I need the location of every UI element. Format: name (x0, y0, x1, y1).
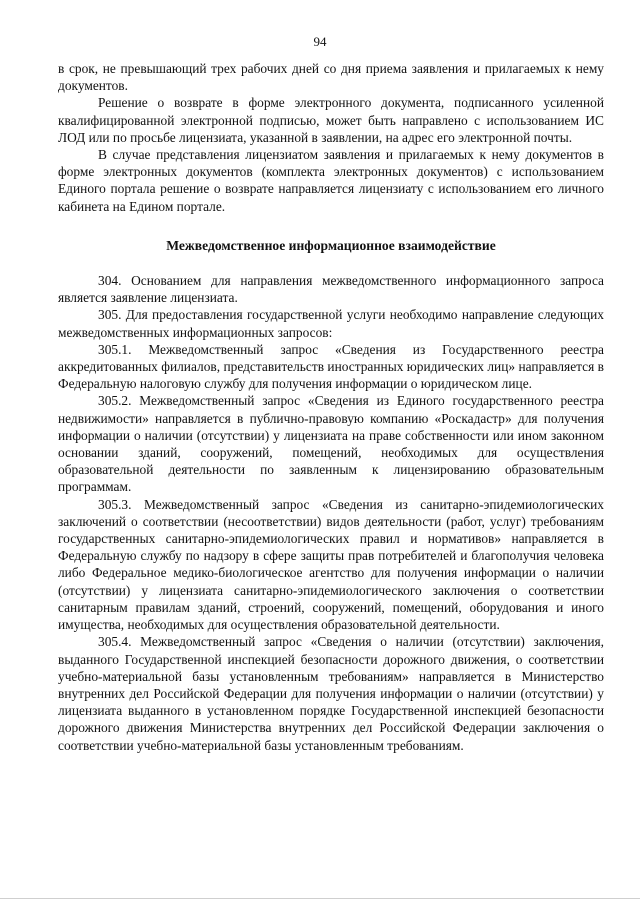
paragraph-305-3: 305.3. Межведомственный запрос «Сведения из санитарно-эпидемиологических заключений о соответствии (несоответствии) видов деятельности (работ, услуг) требованиям государственных санитарно-эпидемиологических правил и нормативов» направляется в Федеральную службу по надзору в сфере защиты прав потребителей и благополучия человека либо Федеральное медико-биологическое агентство для получения информации о наличии (отсутствии) у лицензиата санитарно-эпидемиологического заключения о соответствии санитарным правилам зданий, строений, сооружений, помещений, оборудования и иного имущества, необходимых для осуществления образовательной деятельности. (58, 496, 604, 633)
paragraph-305-1: 305.1. Межведомственный запрос «Сведения из Государственного реестра аккредитованных филиалов, представительств иностранных юридических лиц» направляется в Федеральную налоговую службу для получения информации о юридическом лице. (58, 341, 604, 392)
paragraph-305-2: 305.2. Межведомственный запрос «Сведения из Единого государственного реестра недвижимости» направляется в публично-правовую компанию «Роскадастр» для получения информации о наличии (отсутствии) у лицензиата на праве собственности или ином законном основании зданий, сооружений, помещений, необходимых для осуществления образовательной деятельности по заявленным к лицензированию образовательным программам. (58, 393, 604, 495)
section-heading: Межведомственное информационное взаимодействие (166, 237, 496, 253)
page-number: 94 (313, 34, 327, 49)
paragraph-305: 305. Для предоставления государственной услуги необходимо направление следующих межведомственных информационных запросов: (58, 307, 604, 340)
paragraph-305-4: 305.4. Межведомственный запрос «Сведения о наличии (отсутствии) заключения, выданного Государственной инспекцией безопасности дорожного движения, о соответствии учебно-материальной базы установленным требованиям» направляется в Министерство внутренних дел Российской Федерации для получения информации о наличии (отсутствии) у лицензиата выданного в установленном порядке Государственной инспекцией безопасности дорожного движения Министерства внутренних дел Российской Федерации заключения о соответствии учебно-материальной базы установленным требованиям. (58, 634, 604, 753)
paragraph-portal-decision: В случае представления лицензиатом заявления и прилагаемых к нему документов в форме электронных документов (комплекта электронных документов) с использованием Единого портала решение о возврате направляется лицензиату с использованием его личного кабинета на Едином портале. (58, 147, 604, 214)
paragraph-304: 304. Основанием для направления межведомственного информационного запроса является заявление лицензиата. (58, 273, 604, 306)
paragraph-continuation: в срок, не превышающий трех рабочих дней со дня приема заявления и прилагаемых к нему документов. (58, 61, 604, 94)
paragraph-electronic-decision: Решение о возврате в форме электронного документа, подписанного усиленной квалифицированной электронной подписью, может быть направлено с использованием ИС ЛОД или по просьбе лицензиата, указанной в заявлении, на адрес его электронной почты. (58, 95, 604, 145)
page-body (58, 60, 604, 754)
page-bottom-edge (0, 898, 640, 899)
